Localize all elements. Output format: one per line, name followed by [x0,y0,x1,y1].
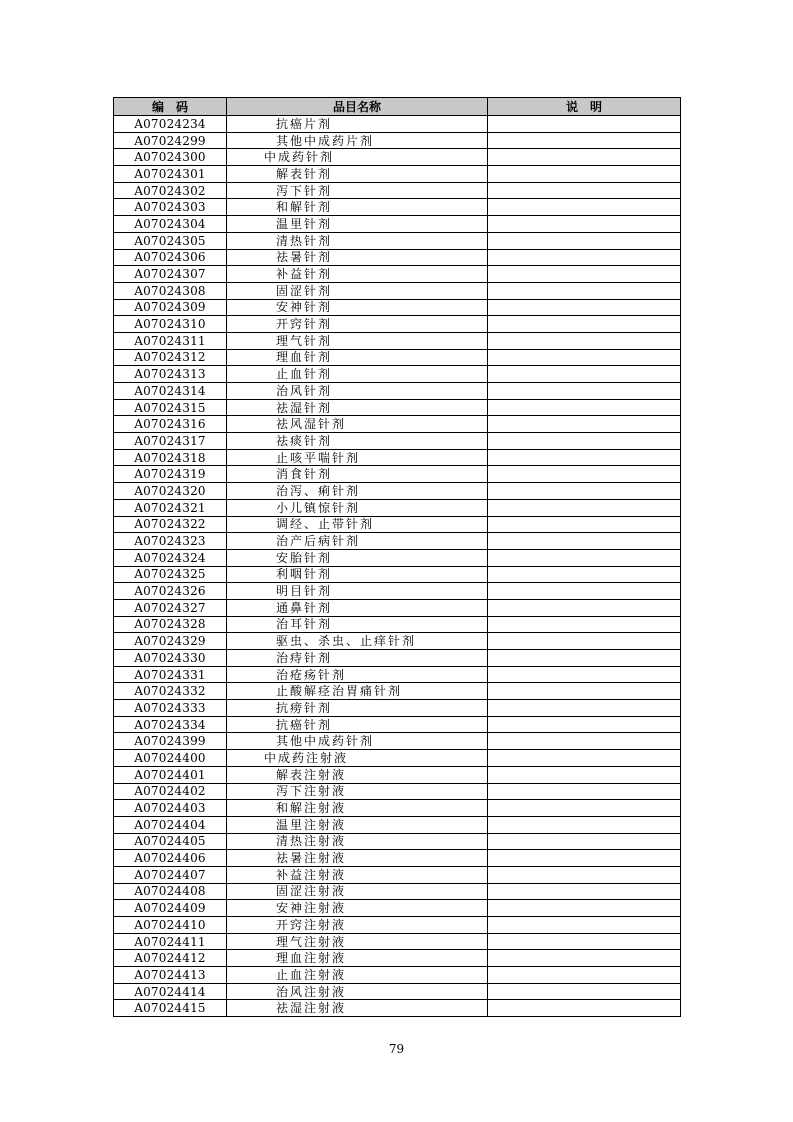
table-row [114,716,681,733]
row-code: A07024306 [114,249,227,266]
row-note [488,182,681,199]
row-code: A07024317 [114,433,227,450]
table-row [114,700,681,717]
table-row [114,967,681,984]
row-code: A07024328 [114,616,227,633]
header-note: 说 明 [488,98,681,116]
row-note [488,282,681,299]
row-name: 止血针剂 [227,366,488,383]
row-note [488,883,681,900]
table-row [114,316,681,333]
table-row [114,766,681,783]
table-row [114,483,681,500]
row-code: A07024414 [114,983,227,1000]
table-row [114,650,681,667]
row-code: A07024319 [114,466,227,483]
row-code: A07024415 [114,1000,227,1017]
row-note [488,900,681,917]
row-name: 祛暑针剂 [227,249,488,266]
row-code: A07024409 [114,900,227,917]
row-code: A07024334 [114,716,227,733]
row-note [488,833,681,850]
row-name: 通鼻针剂 [227,599,488,616]
row-note [488,433,681,450]
row-name: 治泻、痢针剂 [227,483,488,500]
row-note [488,316,681,333]
row-note [488,449,681,466]
row-name: 祛湿注射液 [227,1000,488,1017]
row-code: A07024316 [114,416,227,433]
row-name: 解表针剂 [227,166,488,183]
row-code: A07024326 [114,583,227,600]
row-note [488,750,681,767]
row-note [488,800,681,817]
table-row [114,332,681,349]
row-note [488,266,681,283]
row-name: 补益注射液 [227,866,488,883]
row-name: 驱虫、杀虫、止痒针剂 [227,633,488,650]
row-code: A07024404 [114,816,227,833]
row-note [488,299,681,316]
row-name: 抗痨针剂 [227,700,488,717]
table-row [114,132,681,149]
row-code: A07024305 [114,232,227,249]
row-code: A07024399 [114,733,227,750]
row-code: A07024313 [114,366,227,383]
row-code: A07024312 [114,349,227,366]
row-code: A07024307 [114,266,227,283]
row-code: A07024311 [114,332,227,349]
table-row [114,449,681,466]
row-code: A07024407 [114,866,227,883]
table-row [114,850,681,867]
table-row [114,883,681,900]
row-name: 消食针剂 [227,466,488,483]
row-note [488,983,681,1000]
row-name: 祛痰针剂 [227,433,488,450]
row-name: 补益针剂 [227,266,488,283]
row-note [488,733,681,750]
page-number: 79 [388,1042,405,1056]
row-name: 开窍针剂 [227,316,488,333]
table-row [114,433,681,450]
table-row [114,533,681,550]
row-code: A07024321 [114,499,227,516]
row-name: 治疮疡针剂 [227,666,488,683]
row-note [488,466,681,483]
row-note [488,349,681,366]
row-note [488,917,681,934]
row-name: 小儿镇惊针剂 [227,499,488,516]
row-note [488,783,681,800]
row-name: 调经、止带针剂 [227,516,488,533]
row-code: A07024413 [114,967,227,984]
row-name: 和解针剂 [227,199,488,216]
row-note [488,816,681,833]
table-row [114,950,681,967]
row-note [488,132,681,149]
row-code: A07024324 [114,549,227,566]
table-row [114,466,681,483]
table-row [114,182,681,199]
row-code: A07024411 [114,933,227,950]
table-row [114,733,681,750]
row-note [488,332,681,349]
table-row [114,166,681,183]
table-row [114,599,681,616]
table-row [114,266,681,283]
table-row [114,366,681,383]
row-name: 治耳针剂 [227,616,488,633]
row-name: 清热注射液 [227,833,488,850]
table-row [114,349,681,366]
table-row [114,416,681,433]
row-name: 固涩针剂 [227,282,488,299]
header-row [114,98,681,116]
table-row [114,900,681,917]
row-code: A07024299 [114,132,227,149]
row-name: 治产后病针剂 [227,533,488,550]
row-note [488,116,681,133]
table-row [114,816,681,833]
row-note [488,232,681,249]
row-note [488,399,681,416]
row-name: 固涩注射液 [227,883,488,900]
row-note [488,216,681,233]
row-note [488,599,681,616]
row-note [488,850,681,867]
row-note [488,683,681,700]
table-row [114,199,681,216]
table-row [114,683,681,700]
row-code: A07024405 [114,833,227,850]
row-code: A07024402 [114,783,227,800]
table-row [114,116,681,133]
row-name: 开窍注射液 [227,917,488,934]
row-name: 止血注射液 [227,967,488,984]
row-note [488,933,681,950]
table-row [114,633,681,650]
row-code: A07024400 [114,750,227,767]
row-code: A07024410 [114,917,227,934]
row-name: 其他中成药针剂 [227,733,488,750]
row-note [488,549,681,566]
row-name: 温里针剂 [227,216,488,233]
row-name: 温里注射液 [227,816,488,833]
row-name: 泻下针剂 [227,182,488,199]
row-note [488,566,681,583]
row-note [488,650,681,667]
row-note [488,616,681,633]
table-row [114,216,681,233]
row-note [488,866,681,883]
table-row [114,917,681,934]
row-name: 抗癌针剂 [227,716,488,733]
row-note [488,416,681,433]
header-code: 编 码 [114,98,227,116]
row-name: 理气针剂 [227,332,488,349]
table-row [114,933,681,950]
row-note [488,583,681,600]
table-row [114,282,681,299]
row-note [488,700,681,717]
table-row [114,566,681,583]
row-code: A07024308 [114,282,227,299]
row-code: A07024323 [114,533,227,550]
catalog-table [113,97,681,1017]
table-row [114,783,681,800]
row-code: A07024330 [114,650,227,667]
row-note [488,533,681,550]
row-note [488,950,681,967]
row-code: A07024401 [114,766,227,783]
row-code: A07024327 [114,599,227,616]
table-row [114,549,681,566]
row-code: A07024234 [114,116,227,133]
row-note [488,766,681,783]
row-code: A07024302 [114,182,227,199]
row-note [488,149,681,166]
table-row [114,232,681,249]
row-name: 和解注射液 [227,800,488,817]
row-code: A07024301 [114,166,227,183]
header-name: 品目名称 [227,98,488,116]
row-code: A07024403 [114,800,227,817]
row-note [488,249,681,266]
row-name: 止咳平喘针剂 [227,449,488,466]
row-name: 抗癌片剂 [227,116,488,133]
row-name: 其他中成药片剂 [227,132,488,149]
row-code: A07024332 [114,683,227,700]
table-row [114,666,681,683]
row-name: 安胎针剂 [227,549,488,566]
row-note [488,666,681,683]
row-code: A07024333 [114,700,227,717]
row-name: 泻下注射液 [227,783,488,800]
row-note [488,483,681,500]
row-code: A07024303 [114,199,227,216]
row-note [488,516,681,533]
row-name: 理气注射液 [227,933,488,950]
row-note [488,366,681,383]
table-row [114,516,681,533]
table-row [114,499,681,516]
table-row [114,983,681,1000]
row-name: 祛暑注射液 [227,850,488,867]
row-name: 治风针剂 [227,383,488,400]
table-row [114,800,681,817]
table-row [114,399,681,416]
table-row [114,1000,681,1017]
row-code: A07024322 [114,516,227,533]
row-code: A07024314 [114,383,227,400]
row-code: A07024331 [114,666,227,683]
table-row [114,249,681,266]
table-row [114,750,681,767]
row-code: A07024310 [114,316,227,333]
table-row [114,383,681,400]
table-row [114,866,681,883]
row-note [488,166,681,183]
row-code: A07024329 [114,633,227,650]
row-code: A07024304 [114,216,227,233]
row-note [488,199,681,216]
row-code: A07024412 [114,950,227,967]
row-note [488,716,681,733]
row-name: 安神针剂 [227,299,488,316]
row-code: A07024315 [114,399,227,416]
row-code: A07024325 [114,566,227,583]
row-name: 安神注射液 [227,900,488,917]
table-row [114,616,681,633]
row-note [488,383,681,400]
row-note [488,633,681,650]
row-note [488,499,681,516]
row-name: 祛湿针剂 [227,399,488,416]
row-name: 中成药针剂 [227,149,488,166]
row-note [488,1000,681,1017]
table-row [114,833,681,850]
table-row [114,583,681,600]
row-note [488,967,681,984]
row-code: A07024300 [114,149,227,166]
row-name: 利咽针剂 [227,566,488,583]
row-code: A07024406 [114,850,227,867]
row-name: 止酸解痉治胃痛针剂 [227,683,488,700]
row-name: 明目针剂 [227,583,488,600]
row-code: A07024320 [114,483,227,500]
row-code: A07024309 [114,299,227,316]
row-name: 治风注射液 [227,983,488,1000]
row-name: 祛风湿针剂 [227,416,488,433]
row-code: A07024408 [114,883,227,900]
row-name: 治痔针剂 [227,650,488,667]
row-name: 理血针剂 [227,349,488,366]
table-row [114,299,681,316]
row-code: A07024318 [114,449,227,466]
table-row [114,149,681,166]
row-name: 解表注射液 [227,766,488,783]
row-name: 理血注射液 [227,950,488,967]
row-name: 中成药注射液 [227,750,488,767]
row-name: 清热针剂 [227,232,488,249]
